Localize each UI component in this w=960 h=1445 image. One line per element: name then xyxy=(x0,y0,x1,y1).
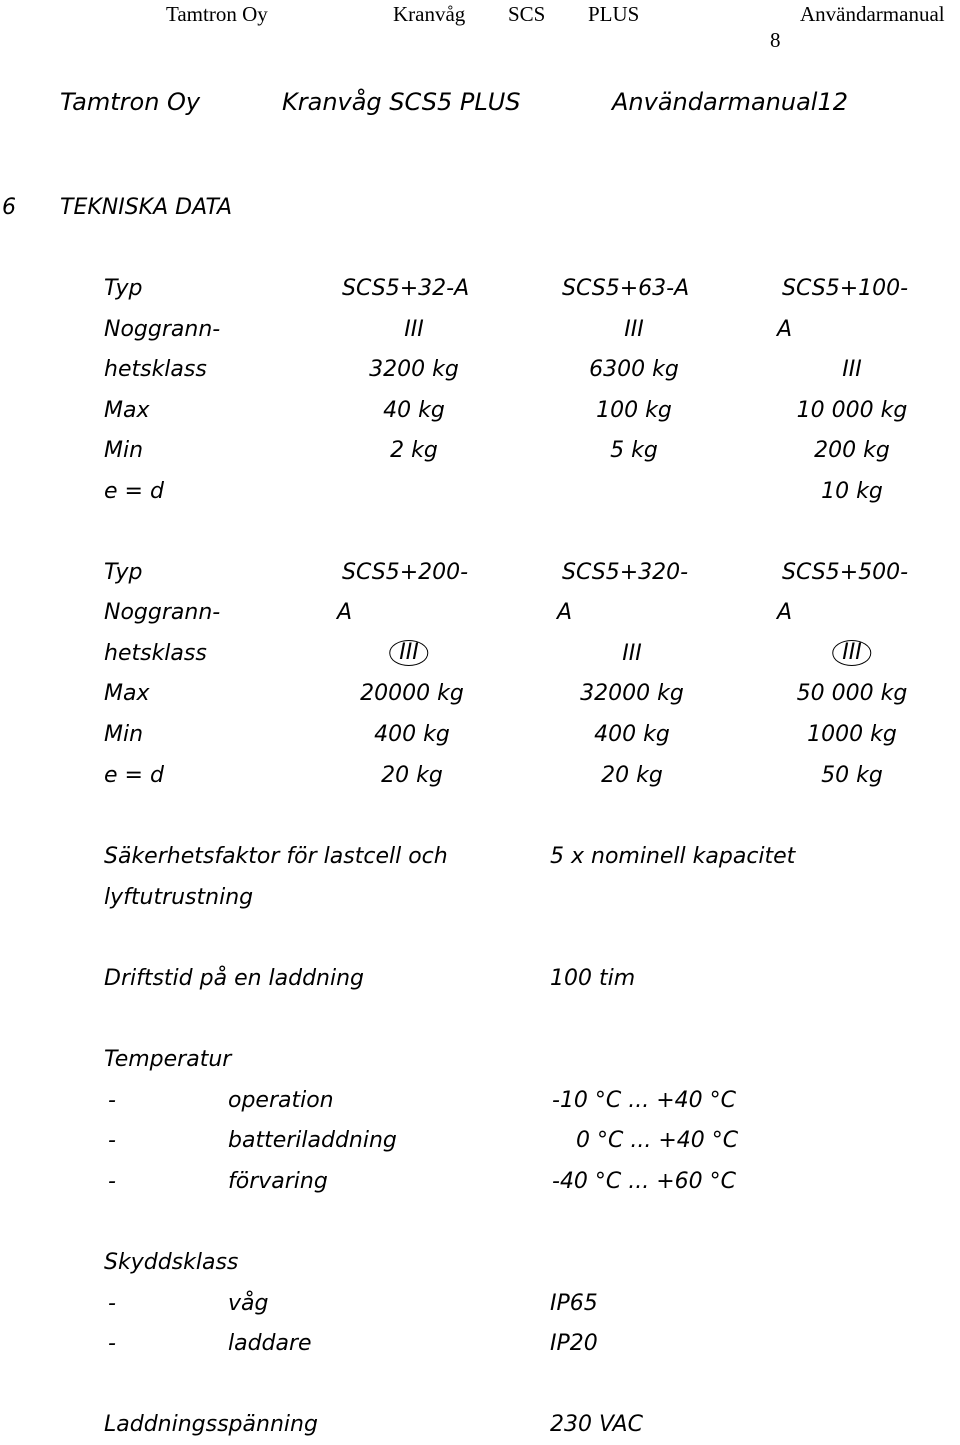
spec-value: 5 kg xyxy=(610,438,658,463)
list-dash: - xyxy=(108,1331,116,1356)
safety-value: 5 x nominell kapacitet xyxy=(550,844,796,869)
spec-label: hetsklass xyxy=(104,357,207,382)
spec-value: III xyxy=(624,317,644,342)
spec-value: III xyxy=(622,641,642,666)
spec-value: 40 kg xyxy=(383,398,445,423)
protection-label: Skyddsklass xyxy=(104,1250,239,1275)
temperature-label: Temperatur xyxy=(104,1047,232,1072)
running-header-product: Kranvåg xyxy=(393,2,466,26)
spec-type-value: SCS5+500- xyxy=(782,560,909,585)
protection-row-name: laddare xyxy=(228,1331,312,1356)
inner-header-document: Användarmanual12 xyxy=(612,88,848,116)
spec-type-value: SCS5+63-A xyxy=(562,276,690,301)
safety-label-continued: lyftutrustning xyxy=(104,885,254,910)
running-header-product-model: SCS xyxy=(508,2,546,26)
list-dash: - xyxy=(108,1169,116,1194)
spec-label: e = d xyxy=(104,479,164,504)
spec-label: Min xyxy=(104,722,144,747)
running-header-document: Användarmanual xyxy=(800,2,945,26)
spec-value: 200 kg xyxy=(814,438,890,463)
temperature-row-value: -10 °C ... +40 °C xyxy=(552,1088,737,1113)
spec-label: Noggrann- xyxy=(104,317,221,342)
temperature-row-name: förvaring xyxy=(228,1169,328,1194)
section-title: TEKNISKA DATA xyxy=(60,195,233,220)
runtime-value: 100 tim xyxy=(550,966,636,991)
spec-value: A xyxy=(777,600,793,625)
spec-label: Min xyxy=(104,438,144,463)
spec-value: 10 kg xyxy=(821,479,883,504)
spec-type-value: SCS5+200- xyxy=(342,560,469,585)
running-header-company: Tamtron Oy xyxy=(166,2,268,26)
spec-value-circled xyxy=(832,640,871,666)
accuracy-class-circle: III xyxy=(832,640,871,666)
temperature-row-value: -40 °C ... +60 °C xyxy=(552,1169,737,1194)
spec-value: 20000 kg xyxy=(360,681,464,706)
list-dash: - xyxy=(108,1128,116,1153)
inner-header-company: Tamtron Oy xyxy=(60,88,201,116)
accuracy-class-circle: III xyxy=(389,640,428,666)
spec-value: 2 kg xyxy=(390,438,438,463)
spec-value: 100 kg xyxy=(596,398,672,423)
spec-value: 400 kg xyxy=(374,722,450,747)
charging-voltage-label: Laddningsspänning xyxy=(104,1412,318,1437)
spec-label: Max xyxy=(104,681,150,706)
safety-label: Säkerhetsfaktor för lastcell och xyxy=(104,844,448,869)
list-dash: - xyxy=(108,1088,116,1113)
temperature-row-name: operation xyxy=(228,1088,334,1113)
spec-label: Typ xyxy=(104,560,143,585)
spec-label: Typ xyxy=(104,276,143,301)
spec-value: III xyxy=(404,317,424,342)
spec-value-circled xyxy=(389,640,428,666)
spec-value: 20 kg xyxy=(601,763,663,788)
spec-value: 6300 kg xyxy=(589,357,679,382)
runtime-label: Driftstid på en laddning xyxy=(104,966,365,991)
running-header-product-variant: PLUS xyxy=(588,2,640,26)
temperature-row-name: batteriladdning xyxy=(228,1128,397,1153)
spec-value: A xyxy=(557,600,573,625)
protection-row-value: IP20 xyxy=(550,1331,598,1356)
spec-type-value: SCS5+32-A xyxy=(342,276,470,301)
protection-row-value: IP65 xyxy=(550,1291,598,1316)
spec-label: Max xyxy=(104,398,150,423)
charging-voltage-value: 230 VAC xyxy=(550,1412,643,1437)
temperature-row-value: 0 °C ... +40 °C xyxy=(576,1128,739,1153)
page-number: 8 xyxy=(770,28,781,52)
section-number: 6 xyxy=(2,195,16,220)
spec-value: 3200 kg xyxy=(369,357,459,382)
spec-value: 50 kg xyxy=(821,763,883,788)
protection-row-name: våg xyxy=(228,1291,269,1316)
spec-value: 32000 kg xyxy=(580,681,684,706)
spec-value: A xyxy=(337,600,353,625)
spec-label: hetsklass xyxy=(104,641,207,666)
spec-value: 10 000 kg xyxy=(796,398,908,423)
list-dash: - xyxy=(108,1291,116,1316)
inner-header-product: Kranvåg SCS5 PLUS xyxy=(282,88,521,116)
spec-value: III xyxy=(842,357,862,382)
spec-value: 400 kg xyxy=(594,722,670,747)
spec-value: 20 kg xyxy=(381,763,443,788)
spec-value: 1000 kg xyxy=(807,722,897,747)
spec-value: 50 000 kg xyxy=(796,681,908,706)
spec-type-value: SCS5+320- xyxy=(562,560,689,585)
spec-label: Noggrann- xyxy=(104,600,221,625)
spec-value: A xyxy=(777,317,793,342)
spec-type-value: SCS5+100- xyxy=(782,276,909,301)
spec-label: e = d xyxy=(104,763,164,788)
